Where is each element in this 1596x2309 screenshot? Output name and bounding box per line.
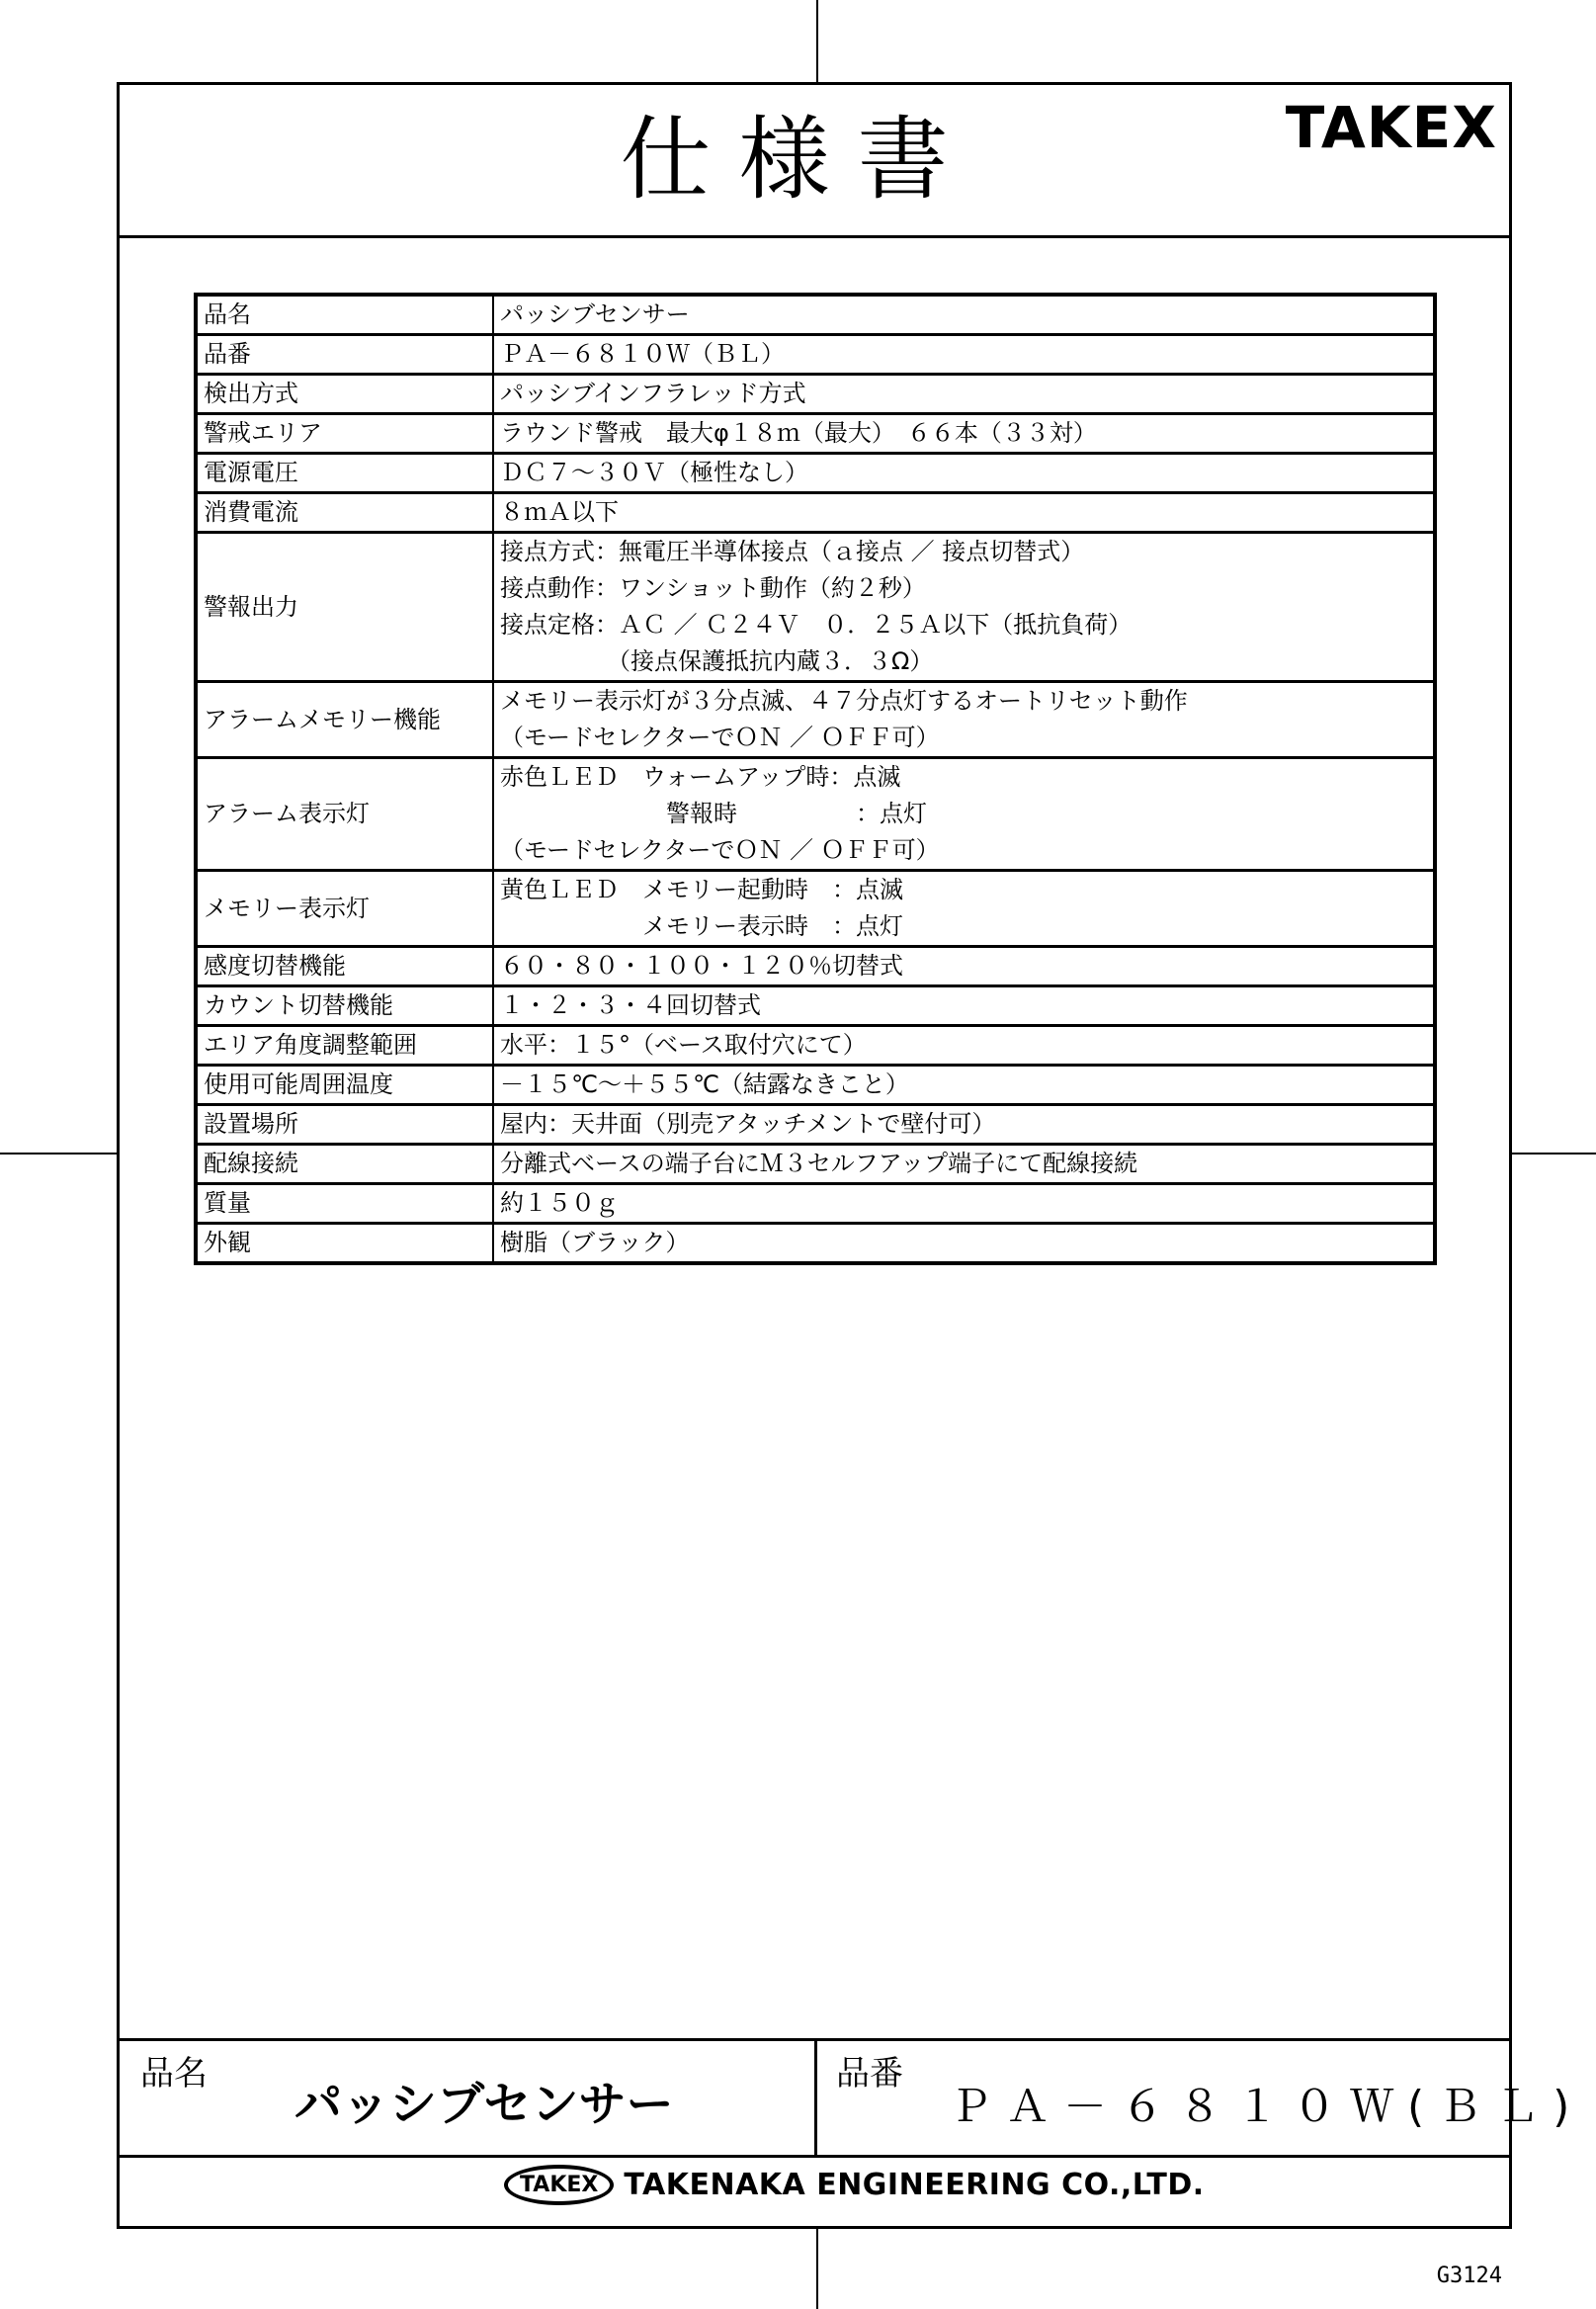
spec-value-line: 黄色ＬＥＤ メモリー起動時 ：点滅 [500, 876, 903, 903]
spec-row [196, 947, 1435, 986]
spec-row [196, 414, 1435, 454]
spec-value-line: ＤＣ７～３０Ｖ（極性なし） [500, 459, 808, 486]
spec-value-line: 樹脂（ブラック） [500, 1229, 690, 1256]
spec-value [493, 1184, 1435, 1224]
spec-value-line: －１５℃～＋５５℃（結露なきこと） [500, 1070, 909, 1098]
spec-value-line: パッシブセンサー [500, 300, 690, 328]
spec-row [196, 1224, 1435, 1264]
spec-label: 消費電流 [196, 493, 493, 533]
spec-value-line: ８ｍＡ以下 [500, 498, 619, 526]
crop-mark-right [1512, 1153, 1596, 1154]
spec-label: 検出方式 [196, 375, 493, 414]
spec-value-line: 接点定格：ＡＣ ／ Ｃ２４Ｖ ０．２５Ａ以下（抵抗負荷） [500, 611, 1133, 639]
spec-value-line: メモリー表示灯が３分点滅、４７分点灯するオートリセット動作 [500, 687, 1188, 715]
spec-label: エリア角度調整範囲 [196, 1026, 493, 1066]
spec-value [493, 493, 1435, 533]
footer-name-label: 品名 [140, 2054, 208, 2094]
spec-row [196, 533, 1435, 682]
spec-value-line: （モードセレクターでＯＮ ／ ＯＦＦ可） [500, 836, 940, 864]
spec-value [493, 454, 1435, 493]
spec-row [196, 986, 1435, 1026]
spec-value [493, 1026, 1435, 1066]
spec-value-line: 屋内：天井面（別売アタッチメントで壁付可） [500, 1110, 996, 1138]
spec-value [493, 1224, 1435, 1264]
spec-value [493, 533, 1435, 682]
company-logo: TAKEX [504, 2165, 614, 2205]
spec-value-line: 水平：１５°（ベース取付穴にて） [500, 1031, 867, 1059]
spec-row [196, 454, 1435, 493]
footer-vertical-divider [814, 2038, 817, 2155]
spec-value-line: １・２・３・４回切替式 [500, 991, 761, 1019]
spec-label: 品名 [196, 295, 493, 335]
spec-value-line: 分離式ベースの端子台にＭ３セルフアップ端子にて配線接続 [500, 1150, 1138, 1177]
spec-value [493, 986, 1435, 1026]
spec-label: 外観 [196, 1224, 493, 1264]
spec-row [196, 1105, 1435, 1145]
footer-mid-divider [117, 2155, 1512, 2158]
spec-value-line: ６０・８０・１００・１２０％切替式 [500, 952, 903, 980]
spec-value-line: 約１５０ｇ [500, 1189, 619, 1217]
spec-value [493, 414, 1435, 454]
spec-row [196, 493, 1435, 533]
spec-row [196, 335, 1435, 375]
spec-label: メモリー表示灯 [196, 871, 493, 947]
spec-row [196, 1184, 1435, 1224]
spec-value [493, 758, 1435, 871]
spec-label: 使用可能周囲温度 [196, 1066, 493, 1105]
spec-label: アラーム表示灯 [196, 758, 493, 871]
spec-value-line: （接点保護抵抗内蔵３．３Ω） [500, 647, 934, 675]
spec-value-line: 赤色ＬＥＤ ウォームアップ時：点滅 [500, 763, 901, 791]
brand-logo: TAKEX [1285, 94, 1497, 161]
spec-label: アラームメモリー機能 [196, 682, 493, 758]
page-title: 仕様書 [620, 107, 976, 213]
spec-row [196, 1026, 1435, 1066]
spec-value-line: ＰＡ－６８１０Ｗ（ＢＬ） [500, 340, 785, 368]
spec-label: 設置場所 [196, 1105, 493, 1145]
spec-label: 品番 [196, 335, 493, 375]
company-block [504, 2165, 1205, 2205]
spec-label: 感度切替機能 [196, 947, 493, 986]
spec-value-line: （モードセレクターでＯＮ ／ ＯＦＦ可） [500, 724, 940, 751]
spec-value-line: ラウンド警戒 最大φ１８ｍ（最大） ６６本（３３対） [500, 419, 1097, 447]
spec-label: 質量 [196, 1184, 493, 1224]
spec-row [196, 1145, 1435, 1184]
spec-row [196, 682, 1435, 758]
spec-label: 警報出力 [196, 533, 493, 682]
spec-value-line: 接点方式：無電圧半導体接点（ａ接点 ／ 接点切替式） [500, 538, 1085, 565]
spec-label: 警戒エリア [196, 414, 493, 454]
footer-name-value: パッシブセンサー [294, 2077, 674, 2132]
spec-row [196, 295, 1435, 335]
spec-table [194, 293, 1437, 1265]
crop-mark-left [0, 1153, 117, 1154]
spec-label: カウント切替機能 [196, 986, 493, 1026]
spec-value [493, 335, 1435, 375]
spec-row [196, 1066, 1435, 1105]
spec-value [493, 295, 1435, 335]
spec-value [493, 1105, 1435, 1145]
spec-value [493, 1066, 1435, 1105]
spec-label: 配線接続 [196, 1145, 493, 1184]
spec-row [196, 758, 1435, 871]
footer-code-label: 品番 [836, 2054, 903, 2094]
document-code: G3124 [1436, 2264, 1502, 2288]
crop-mark-top [816, 0, 818, 82]
spec-row [196, 871, 1435, 947]
company-name: TAKENAKA ENGINEERING CO.,LTD. [624, 2168, 1205, 2202]
spec-value-line: メモリー表示時 ：点灯 [500, 912, 903, 940]
spec-value [493, 947, 1435, 986]
spec-label: 電源電圧 [196, 454, 493, 493]
spec-value [493, 871, 1435, 947]
spec-value-line: 接点動作：ワンショット動作（約２秒） [500, 574, 926, 602]
crop-mark-bottom [816, 2229, 818, 2309]
spec-value [493, 1145, 1435, 1184]
footer-code-value: ＰＡ－６８１０Ｗ(ＢＬ) [949, 2082, 1584, 2132]
spec-value [493, 682, 1435, 758]
spec-value [493, 375, 1435, 414]
spec-row [196, 375, 1435, 414]
header-divider [117, 235, 1512, 238]
spec-value-line: パッシブインフラレッド方式 [500, 380, 806, 407]
spec-value-line: 警報時 ：点灯 [500, 800, 927, 827]
